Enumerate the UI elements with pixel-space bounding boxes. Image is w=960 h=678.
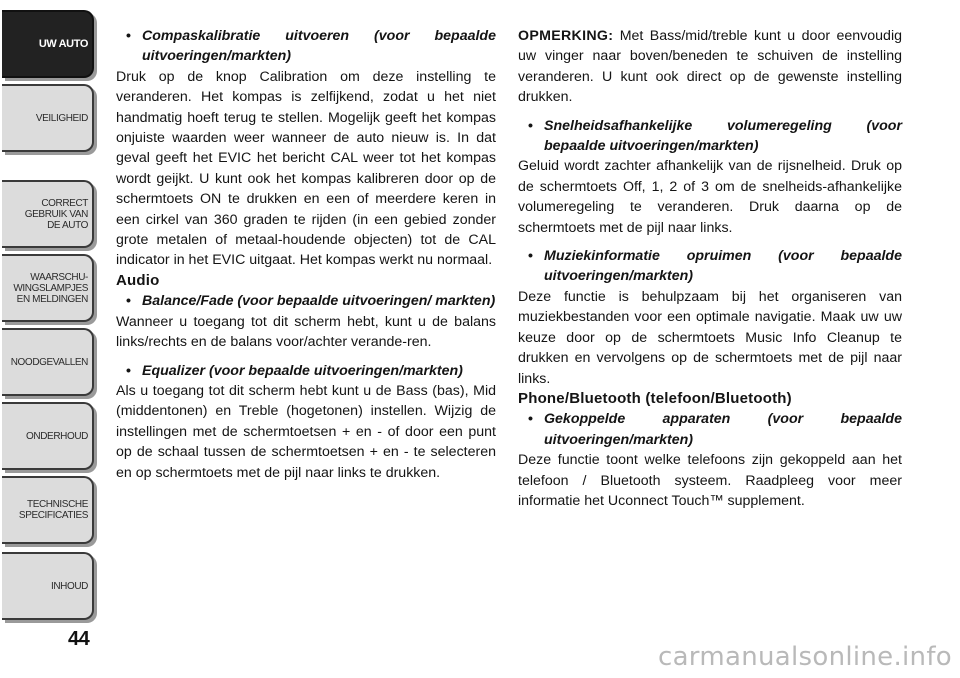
note-text: Met Bass/mid/treble kunt u door eenvoudig uw vinger naar boven/beneden te schuiven de instelling veranderen. U kunt ook direct op de gewenste instelling drukken.: [518, 28, 902, 106]
bullet-dot: •: [528, 248, 533, 265]
paragraph-compass: Druk op de knop Calibration om deze instelling te veranderen. Het kompas is zelfijkend, zodat u het niet handmatig hoeft terug te stellen. Mogelijk geeft het kompas onjuiste waarden weer wanneer de auto nieuw is. In dat geval geeft het EVIC het bericht CAL weer tot het kompas wordt geijkt. U kunt ook het kompas kalibreren door op de schermtoets ON te drukken en een of meerdere keren in een cirkel van 360 graden te rijden (in een gebied zonder grote metalen of metaal-houdende objecten) tot de CAL indicator in het EVIC uitgaat. Het kompas werkt nu normaal.: [116, 68, 496, 269]
chapter-tab-index: [0, 0, 96, 640]
bullet-speed-volume: [518, 116, 902, 157]
tab-uw-auto[interactable]: UW AUTO: [2, 10, 94, 78]
paragraph-music: Deze functie is behulpzaam bij het organiseren van muziekbestanden voor een optimale navigatie. Maak uw uw keuze door op de schermtoets Music Info Cleanup te drukken en vervolgens op de schermtoets met de pijl naar links.: [518, 288, 902, 387]
tab-correct-gebruik[interactable]: CORRECT GEBRUIK VAN DE AUTO: [2, 180, 94, 248]
tab-technische-specificaties[interactable]: TECHNISCHE SPECIFICATIES: [2, 476, 94, 544]
bullet-balance-text: Balance/Fade (voor bepaalde uitvoeringen/ markten): [142, 293, 496, 310]
tab-veiligheid[interactable]: VEILIGHEID: [2, 84, 94, 152]
tab-onderhoud[interactable]: ONDERHOUD: [2, 402, 94, 470]
tab-noodgevallen[interactable]: NOODGEVALLEN: [2, 328, 94, 396]
bullet-equalizer: [116, 361, 496, 381]
bullet-paired-text: Gekoppelde apparaten (voor bepaalde uitvoeringen/markten): [544, 411, 902, 448]
bullet-dot: •: [126, 362, 131, 379]
bullet-dot: •: [126, 293, 131, 310]
heading-audio: Audio: [116, 271, 160, 289]
paragraph-paired: Deze functie toont welke telefoons zijn gekoppeld aan het telefoon / Bluetooth systeem. Raadpleeg voor meer informatie het Uconnect Touch™ supplement.: [518, 452, 902, 509]
bullet-balance-fade: [116, 291, 496, 311]
right-column: [518, 26, 902, 511]
paragraph-balance: Wanneer u toegang tot dit scherm hebt, kunt u de balans links/rechts en de balans voor/achter verande-ren.: [116, 313, 496, 351]
note-paragraph: [518, 26, 902, 108]
tab-inhoud[interactable]: INHOUD: [2, 552, 94, 620]
bullet-music-info: [518, 246, 902, 287]
bullet-dot: •: [528, 411, 533, 428]
bullet-music-text: Muziekinformatie opruimen (voor bepaalde uitvoeringen/markten): [544, 248, 902, 285]
paragraph-speed: Geluid wordt zachter afhankelijk van de rijsnelheid. Druk op de schermtoets Off, 1, 2 of 3 om de snelheids-afhankelijke volumeregeling te veranderen. Druk daarna op de schermtoets met de pijl naar links.: [518, 158, 902, 236]
bullet-compass-calibration: [116, 26, 496, 67]
bullet-equalizer-text: Equalizer (voor bepaalde uitvoeringen/markten): [142, 362, 463, 379]
note-label: OPMERKING:: [518, 28, 614, 44]
watermark: carmanualsonline.info: [657, 642, 952, 672]
paragraph-equalizer: Als u toegang tot dit scherm hebt kunt u de Bass (bas), Mid (middentonen) en Treble (hogetonen) instellen. Wijzig de instellingen met de schermtoetsen + en - of door een punt op de schaal tussen de schermtoetsen + en - te selecteren en op schermtoets met de pijl naar links te drukken.: [116, 382, 496, 481]
bullet-dot: •: [528, 117, 533, 134]
bullet-compass-text: Compaskalibratie uitvoeren (voor bepaalde uitvoeringen/markten): [142, 28, 496, 65]
heading-phone-bluetooth: Phone/Bluetooth (telefoon/Bluetooth): [518, 389, 792, 407]
bullet-dot: •: [126, 28, 131, 44]
left-column: [116, 26, 496, 483]
bullet-speed-text: Snelheidsafhankelijke volumeregeling (voor bepaalde uitvoeringen/markten): [544, 117, 902, 155]
tab-waarschuwingslampjes[interactable]: WAARSCHU- WINGSLAMPJES EN MELDINGEN: [2, 254, 94, 322]
bullet-paired-devices: [518, 409, 902, 450]
page-number: 44: [68, 628, 90, 650]
